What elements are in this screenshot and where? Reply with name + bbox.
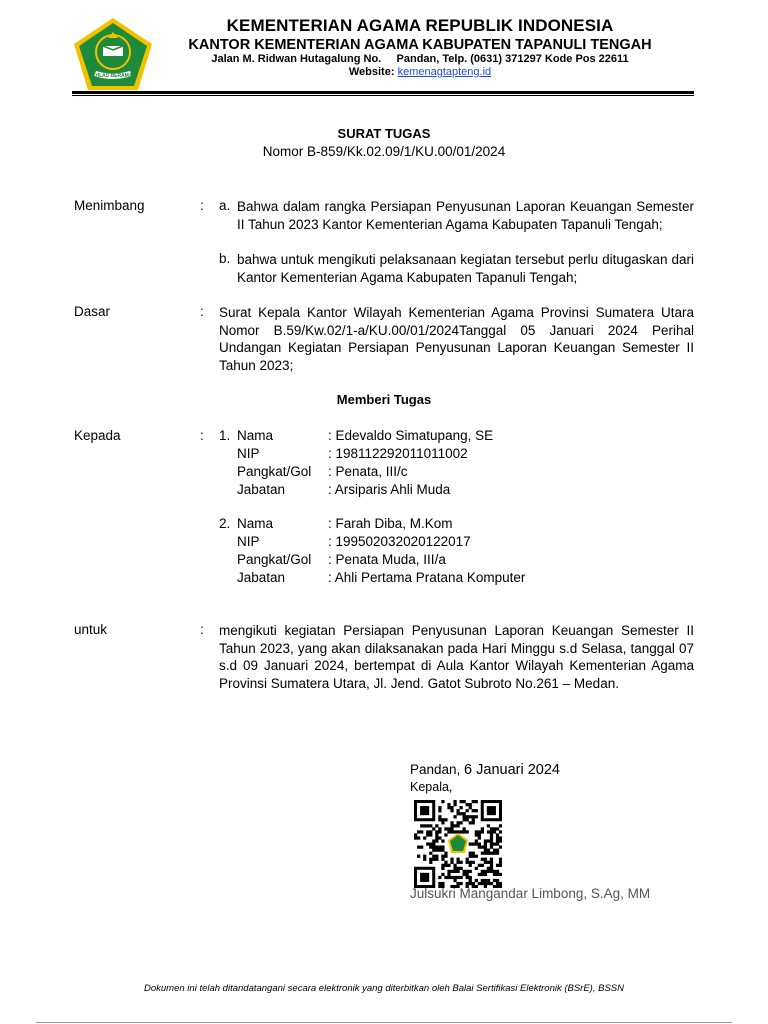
sign-place: Pandan, [410, 762, 465, 777]
sign-role: Kepala, [410, 780, 453, 794]
dasar-text: Surat Kepala Kantor Wilayah Kementerian Agama Provinsi Sumatera Utara Nomor B.59/Kw.02/1-a/KU.00/01/2024Tanggal 05 Januari 2024 Perihal Undangan Kegiatan Persiapan Penyusunan Laporan Keuangan Semester II Tahun 2023; [219, 305, 694, 373]
person-2-nama-key: Nama [237, 516, 274, 531]
person-2-pangkat-key: Pangkat/Gol [237, 552, 312, 567]
person-1-pangkat-value: : Penata, III/c [328, 464, 408, 479]
office-address: Jalan M. Ridwan Hutagalung No. Pandan, Telp. (0631) 371297 Kode Pos 22611 [211, 53, 629, 65]
person-2-nip-key: NIP [237, 534, 260, 549]
person-1-nip-value: : 198112292011011002 [328, 446, 468, 461]
person-2-jabatan-value: : Ahli Pertama Pratana Komputer [328, 570, 526, 585]
menimbang-a-text: Bahwa dalam rangka Persiapan Penyusunan Laporan Keuangan Semester II Tahun 2023 Kantor Kementerian Agama Kabupaten Tapanuli Tengah; [237, 199, 694, 232]
kemenag-logo [72, 16, 154, 92]
person-2-nip-value: : 199502032020122017 [328, 534, 471, 549]
person-2-nama-value: : Farah Diba, M.Kom [328, 516, 453, 531]
menimbang-b-text: bahwa untuk mengikuti pelaksanaan kegiatan tersebut perlu ditugaskan dari Kantor Kementerian Agama Kabupaten Tapanuli Tengah; [237, 252, 694, 285]
header-rule-thick [72, 91, 694, 94]
sign-place-date [410, 762, 560, 778]
person-1-jabatan-key: Jabatan [237, 482, 286, 497]
person-1-nama-key: Nama [237, 428, 274, 443]
person-1-nip-key: NIP [237, 446, 260, 461]
person-1-number: 1. [219, 428, 231, 443]
kepada-colon: : [200, 428, 204, 443]
qr-code-signature [414, 800, 502, 888]
ministry-title: KEMENTERIAN AGAMA REPUBLIK INDONESIA [226, 16, 614, 35]
office-website [150, 66, 690, 78]
person-2-pangkat-value: : Penata Muda, III/a [328, 552, 446, 567]
memberi-tugas-heading: Memberi Tugas [336, 392, 432, 407]
untuk-colon: : [200, 622, 204, 637]
sign-date: 6 Januari 2024 [464, 762, 560, 778]
website-link[interactable]: kemenagtapteng.id [397, 66, 492, 78]
doc-title: SURAT TUGAS [337, 126, 431, 141]
menimbang-a-number: a. [219, 198, 231, 213]
dasar-colon: : [200, 304, 204, 319]
logo-motto: IKHLAS BERAMAL [90, 73, 136, 79]
signer-name: Julsukri Mangandar Limbong, S.Ag, MM [410, 886, 651, 901]
doc-number: Nomor B-859/Kk.02.09/1/KU.00/01/2024 [262, 144, 506, 159]
dasar-label: Dasar [74, 304, 111, 319]
person-2-number: 2. [219, 516, 231, 531]
header-rule-thin [72, 95, 694, 96]
bottom-rule [36, 1022, 732, 1023]
person-1-pangkat-key: Pangkat/Gol [237, 464, 312, 479]
person-1-nama-value: : Edevaldo Simatupang, SE [328, 428, 494, 443]
menimbang-label: Menimbang [74, 198, 145, 213]
untuk-text: mengikuti kegiatan Persiapan Penyusunan Laporan Keuangan Semester II Tahun 2023, yang akan dilaksanakan pada Hari Minggu s.d Selasa, tanggal 07 s.d 09 Januari 2024, bertempat di Aula Kantor Wilayah Kementerian Agama Provinsi Sumatera Utara, Jl. Jend. Gatot Subroto No.261 – Medan. [219, 623, 694, 691]
electronic-signature-note: Dokumen ini telah ditandatangani secara elektronik yang diterbitkan oleh Balai Sertifikasi Elektronik (BSrE), BSSN [144, 983, 624, 994]
person-2-jabatan-key: Jabatan [237, 570, 286, 585]
menimbang-colon: : [200, 198, 204, 213]
website-label: Website: [348, 66, 395, 78]
person-1-jabatan-value: : Arsiparis Ahli Muda [328, 482, 451, 497]
untuk-label: untuk [74, 622, 108, 637]
office-title: KANTOR KEMENTERIAN AGAMA KABUPATEN TAPANULI TENGAH [188, 37, 652, 53]
menimbang-b-number: b. [219, 251, 231, 266]
kepada-label: Kepada [74, 428, 121, 443]
